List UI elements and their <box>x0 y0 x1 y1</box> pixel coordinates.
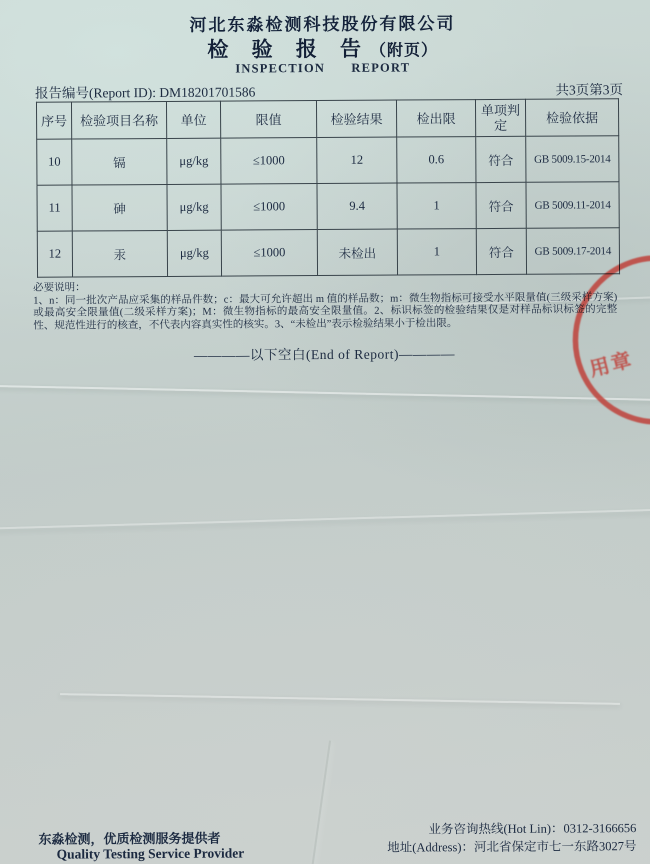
table-cell: 12 <box>317 137 397 183</box>
col-header-basis: 检验依据 <box>525 99 618 137</box>
footer-slogan-en: Quality Testing Service Provider <box>56 845 245 862</box>
table-cell: 符合 <box>476 182 526 228</box>
table-cell: ≤1000 <box>221 138 317 185</box>
seal-inner-text: 用章 <box>587 348 636 382</box>
table-cell: 9.4 <box>317 183 397 229</box>
table-header-row <box>36 99 618 140</box>
col-header-result: 检验结果 <box>316 100 396 137</box>
footer-address: 地址(Address)：河北省保定市七一东路3027号 <box>387 839 637 855</box>
report-subtitle-en: INSPECTION REPORT <box>235 60 411 76</box>
table-cell: GB 5009.11-2014 <box>526 182 619 229</box>
footer-slogan-cn: 东淼检测，优质检测服务提供者 <box>38 830 221 847</box>
table-cell: 1 <box>397 183 476 229</box>
report-title-main: 检 验 报 告 <box>207 36 371 62</box>
report-id: 报告编号(Report ID): DM18201701586 <box>34 84 256 101</box>
table-cell: 未检出 <box>317 229 397 275</box>
table-cell: 11 <box>37 185 72 231</box>
table-cell: GB 5009.17-2014 <box>526 228 619 275</box>
table-cell: 0.6 <box>397 137 476 183</box>
table-cell: ≤1000 <box>221 184 317 231</box>
table-cell: ≤1000 <box>221 230 317 277</box>
table-cell: μg/kg <box>167 184 221 230</box>
company-name: 河北东淼检测科技股份有限公司 <box>189 14 456 35</box>
table-cell: 12 <box>37 231 72 277</box>
table-cell: 符合 <box>476 228 526 274</box>
notes-title: 必要说明： <box>33 282 86 294</box>
table-cell: μg/kg <box>167 138 221 184</box>
end-of-report-line: ————以下空白(End of Report)———— <box>193 346 456 363</box>
table-cell: 符合 <box>476 136 526 182</box>
col-header-detection-limit: 检出限 <box>396 100 475 137</box>
table-cell: 汞 <box>72 230 167 277</box>
table-cell: μg/kg <box>167 230 221 276</box>
col-header-index: 序号 <box>36 102 71 139</box>
table-row <box>37 182 619 232</box>
footer-contact <box>387 819 637 857</box>
table-cell: GB 5009.15-2014 <box>526 136 619 183</box>
company-seal-stamp <box>519 248 650 419</box>
table-row <box>37 136 619 186</box>
col-header-judgement: 单项判定 <box>475 99 525 136</box>
col-header-unit: 单位 <box>166 101 220 138</box>
report-title-suffix: （附页） <box>369 42 439 60</box>
notes-body: 1、n：同一批次产品应采集的样品件数；c：最大可允许超出 m 值的样品数；m：微生物指标可接受水平限量值(三级采样方案)或最高安全限量值(二级采样方案)；M：微生物指标的最高安全限量值。2、标识标签的检验结果仅是对样品标识标签的完整性、规范性进行的核查，不代表内容真实性的核实。3、“未检出”表示检验结果小于检出限。 <box>33 291 618 332</box>
table-cell: 镉 <box>72 138 167 185</box>
col-header-item: 检验项目名称 <box>71 101 166 139</box>
table-cell: 砷 <box>72 184 167 231</box>
page-indicator: 共3页第3页 <box>555 82 623 98</box>
table-cell: 10 <box>37 139 72 185</box>
table-cell: 1 <box>397 229 476 275</box>
col-header-limit: 限值 <box>220 101 316 139</box>
footer-hotline: 业务咨询热线(Hot Lin)：0312-3166656 <box>428 821 637 837</box>
footer-slogan <box>38 831 244 862</box>
